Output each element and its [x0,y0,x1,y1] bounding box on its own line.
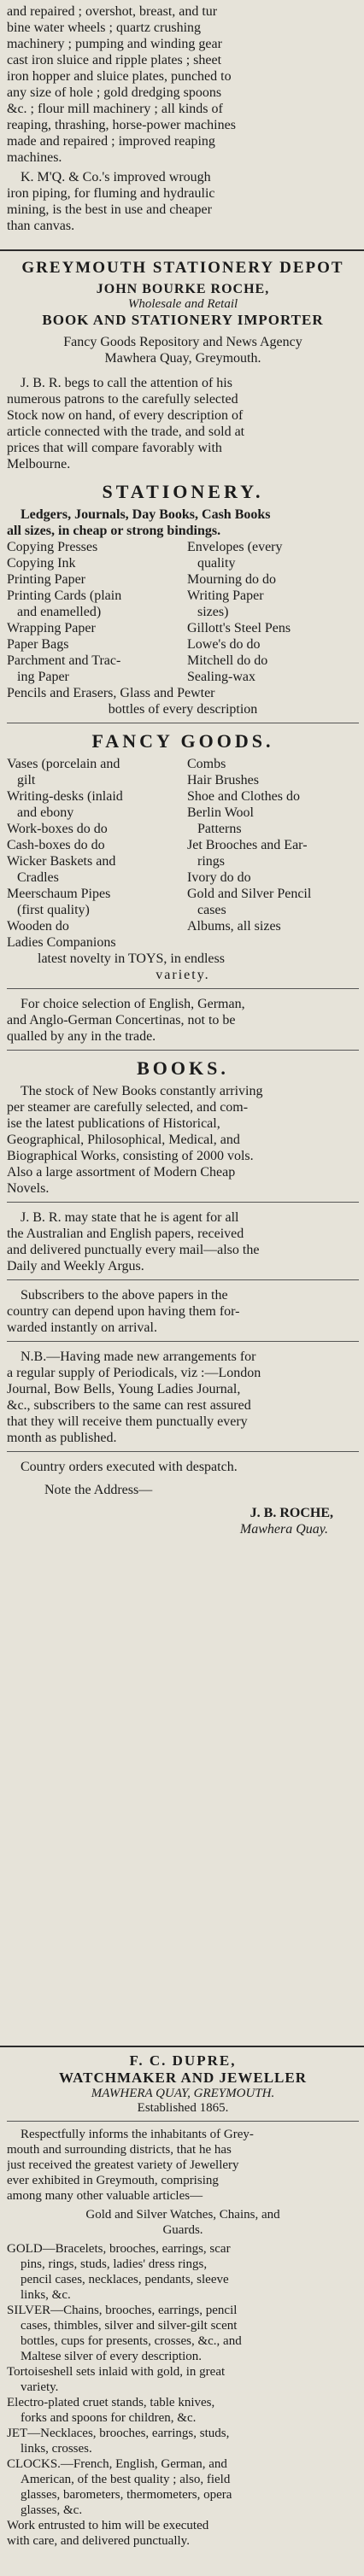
dupre-silver [7,2303,359,2364]
text-line: month as published. [7,1431,117,1445]
list-item: Parchment and Trac- [7,653,121,668]
text-line: Mawhera Quay, Greymouth. [104,351,261,366]
list-item: Patterns [197,822,242,836]
text-line: Also a large assortment of Modern Cheap [7,1165,236,1180]
text-line: J. B. R. may state that he is agent for all [21,1210,239,1225]
list-item: Hair Brushes [187,773,259,787]
text-line: pencil cases, necklaces, pendants, sleeve [21,2273,229,2286]
section-divider [7,1451,359,1452]
text-line: numerous patrons to the carefully selected [7,392,238,407]
text-line: Novels. [7,1181,50,1196]
list-item: Envelopes (every [187,540,283,554]
dupre-watches [7,2207,359,2238]
dupre-trade: WATCHMAKER AND JEWELLER [59,2070,307,2086]
text-line: American, of the best quality ; also, field [21,2473,231,2486]
text-line: than canvas. [7,219,75,233]
text-line: CLOCKS.—French, English, German, and [7,2457,227,2471]
roche-proprietor: JOHN BOURKE ROCHE, [96,282,270,296]
text-line: Subscribers to the above papers in the [21,1288,228,1303]
list-item: Printing Cards (plain [7,588,122,603]
text-line: machines. [7,150,62,165]
text-line: GOLD—Bracelets, brooches, earrings, scar [7,2242,231,2256]
fancy-goods-list [7,756,359,951]
roche-ad [7,258,359,1537]
text-line: J. B. R. begs to call the attention of his [21,376,232,390]
text-line: Electro-plated cruet stands, table knives, [7,2396,215,2409]
text-line: cases, thimbles, silver and silver-gilt scent [21,2319,238,2333]
section-divider [7,988,359,989]
text-line: ise the latest publications of Historical, [7,1116,220,1131]
list-item: Sealing-wax [187,670,255,684]
text-line: with care, and delivered punctually. [7,2534,190,2548]
fancy-goods-tail [7,951,359,983]
section-divider [7,1050,359,1051]
list-item: sizes) [197,605,229,619]
dupre-name: F. C. DUPRE, [129,2052,237,2069]
text-line: The stock of New Books constantly arriving [21,1084,263,1098]
list-item: quality [197,556,236,571]
list-item: Gold and Silver Pencil [187,887,312,901]
text-line: Country orders executed with despatch. [21,1460,238,1474]
text-line: Maltese silver of every description. [21,2350,203,2363]
text-line: just received the greatest variety of Jewellery [7,2158,239,2172]
list-item: Writing-desks (inlaid [7,789,123,804]
roche-intro [7,375,359,472]
section-divider [7,2121,359,2122]
text-line: bottles, cups for presents, crosses, &c., and [21,2334,242,2348]
text-line: that they will receive them punctually every [7,1414,248,1429]
stationery-heading: STATIONERY. [102,481,264,502]
text-line: SILVER—Chains, brooches, earrings, pencil [7,2304,238,2317]
text-line: reaping, thrashing, horse-power machines [7,118,236,132]
text-line: and delivered punctually every mail—also the [7,1243,260,1257]
text-line: prices that will compare favorably with [7,441,222,455]
stationery-tail [7,685,359,717]
dupre-ad [7,2052,359,2549]
roche-signature-place: Mawhera Quay. [239,1522,328,1537]
list-item: Mourning do do [187,572,276,587]
text-line: variety. [21,2380,59,2394]
section-divider [0,249,364,251]
text-line: Geographical, Philosophical, Medical, and [7,1133,240,1147]
stationery-list [7,539,359,685]
dupre-electro [7,2395,359,2426]
dupre-address: MAWHERA QUAY, GREYMOUTH. [91,2087,275,2100]
text-line: bottles of every description [108,702,258,717]
text-line: machinery ; pumping and winding gear [7,37,222,51]
text-line: Ledgers, Journals, Day Books, Cash Books [21,507,271,522]
list-item: Ladies Companions [7,935,116,950]
list-item: Printing Paper [7,572,85,587]
list-item: Albums, all sizes [187,919,281,934]
list-item: and ebony [17,805,74,820]
list-item: Wooden do [7,919,69,934]
piping-paragraph [7,169,359,234]
text-line: country can depend upon having them for- [7,1304,240,1319]
text-line: Note the Address— [44,1483,153,1497]
text-line: Gold and Silver Watches, Chains, and [85,2208,280,2222]
books-paragraph [7,1083,359,1197]
fancy-goods-heading: FANCY GOODS. [91,730,274,752]
agent-paragraph [7,1209,359,1274]
dupre-established: Established 1865. [137,2101,229,2115]
list-item: Work-boxes do do [7,822,108,836]
roche-title: GREYMOUTH STATIONERY DEPOT [21,259,344,277]
list-item: (first quality) [17,903,90,917]
section-divider [7,1279,359,1280]
list-item: Vases (porcelain and [7,757,120,771]
text-line: variety. [156,968,210,982]
section-divider [0,2046,364,2047]
list-item: Cash-boxes do do [7,838,105,852]
list-item: Wrapping Paper [7,621,96,635]
list-item: cases [197,903,226,917]
list-item: Combs [187,757,226,771]
list-item: Shoe and Clothes do [187,789,300,804]
list-item: Copying Ink [7,556,76,571]
address-note [7,1482,359,1498]
list-item: Mitchell do do [187,653,268,668]
text-line: For choice selection of English, German, [21,997,245,1011]
list-item: Wicker Baskets and [7,854,116,869]
list-item: Jet Brooches and Ear- [187,838,308,852]
text-line: Fancy Goods Repository and News Agency [63,335,302,349]
text-line: and Anglo-German Concertinas, not to be [7,1013,236,1027]
text-line: the Australian and English papers, received [7,1227,244,1241]
list-item: Lowe's do do [187,637,261,652]
books-heading: BOOKS. [137,1057,229,1079]
text-line: Work entrusted to him will be executed [7,2519,209,2532]
text-line: links, &c. [21,2288,71,2302]
list-item: Cradles [17,870,59,885]
text-line: glasses, barometers, thermometers, opera [21,2488,232,2502]
text-line: iron piping, for fluming and hydraulic [7,186,215,201]
section-divider [7,1341,359,1342]
text-line: Stock now on hand, of every description of [7,408,244,423]
roche-heading: BOOK AND STATIONERY IMPORTER [42,312,324,328]
list-item: Copying Presses [7,540,98,554]
concertinas-paragraph [7,996,359,1045]
text-line: per steamer are carefully selected, and com- [7,1100,249,1115]
country-orders [7,1459,359,1475]
text-line: bine water wheels ; quartz crushing [7,20,202,35]
text-line: qualled by any in the trade. [7,1029,156,1044]
list-item: Meerschaum Pipes [7,887,111,901]
list-item: and enamelled) [17,605,102,619]
engineering-ad-body [7,3,359,166]
text-line: &c. ; flour mill machinery ; all kinds of [7,102,223,116]
text-line: among many other valuable articles— [7,2189,203,2203]
text-line: Journal, Bow Bells, Young Ladies Journal, [7,1382,241,1396]
text-line: ever exhibited in Greymouth, comprising [7,2174,219,2187]
text-line: Tortoiseshell sets inlaid with gold, in great [7,2365,226,2379]
list-item [187,934,359,951]
engineering-ad [7,3,359,234]
text-line: N.B.—Having made new arrangements for [21,1349,256,1364]
text-line: JET—Necklaces, brooches, earrings, studs, [7,2427,230,2440]
text-line: warded instantly on arrival. [7,1320,157,1335]
dupre-tortoiseshell [7,2364,359,2395]
list-item: Ivory do do [187,870,251,885]
text-line: Respectfully informs the inhabitants of Grey- [21,2128,254,2141]
text-line: all sizes, in cheap or strong bindings. [7,524,221,538]
text-line: Daily and Weekly Argus. [7,1259,144,1273]
text-line: Pencils and Erasers, Glass and Pewter [7,686,215,700]
dupre-intro [7,2127,359,2204]
text-line: article connected with the trade, and sold at [7,424,245,439]
dupre-gold [7,2241,359,2303]
dupre-jet [7,2426,359,2456]
text-line: glasses, &c. [21,2503,83,2517]
text-line: links, crosses. [21,2442,92,2456]
list-item: Gillott's Steel Pens [187,621,291,635]
section-divider [7,1202,359,1203]
text-line: K. M'Q. & Co.'s improved wrough [21,170,211,184]
text-line: iron hopper and sluice plates, punched to [7,69,232,84]
subscribers-paragraph [7,1287,359,1336]
text-line: and repaired ; overshot, breast, and tur [7,4,218,19]
roche-trade: Wholesale and Retail [127,297,238,311]
text-line: Guards. [162,2223,203,2237]
list-item: Berlin Wool [187,805,254,820]
text-line: forks and spoons for children, &c. [21,2411,197,2425]
text-line: any size of hole ; gold dredging spoons [7,85,222,100]
text-line: Biographical Works, consisting of 2000 vols. [7,1149,254,1163]
text-line: cast iron sluice and ripple plates ; sheet [7,53,222,67]
text-line: latest novelty in TOYS, in endless [38,951,225,966]
list-item: Writing Paper [187,588,264,603]
text-line: a regular supply of Periodicals, viz :—London [7,1366,261,1380]
text-line: &c., subscribers to the same can rest assured [7,1398,251,1413]
dupre-work [7,2518,359,2549]
text-line: made and repaired ; improved reaping [7,134,215,149]
list-item: rings [197,854,225,869]
roche-signature-name: J. B. ROCHE, [250,1506,333,1520]
text-line: Melbourne. [7,457,71,471]
list-item: Paper Bags [7,637,69,652]
nb-paragraph [7,1349,359,1446]
stationery-lead [7,506,359,539]
list-item: gilt [17,773,36,787]
text-line: mouth and surrounding districts, that he has [7,2143,232,2157]
text-line: mining, is the best in use and cheaper [7,202,212,217]
dupre-clocks [7,2456,359,2518]
roche-address [7,334,359,366]
text-line: pins, rings, studs, ladies' dress rings, [21,2257,208,2271]
list-item: ing Paper [17,670,69,684]
